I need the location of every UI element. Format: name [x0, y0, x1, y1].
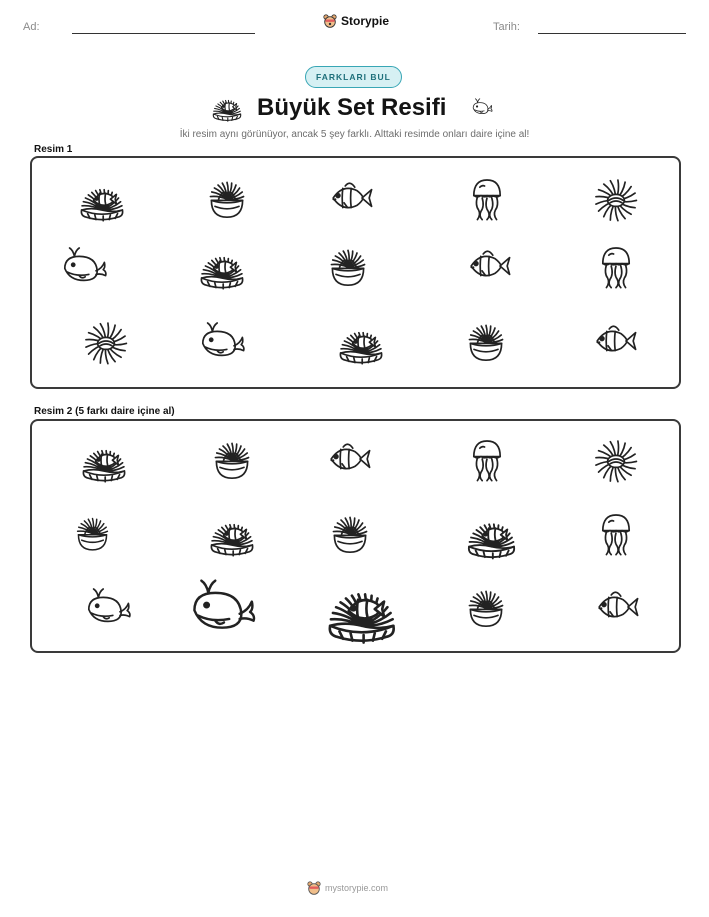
- page-title: Büyük Set Resifi: [257, 94, 447, 121]
- anemone-bowl-icon[interactable]: [70, 511, 115, 554]
- instructions: İki resim aynı görünüyor, ancak 5 şey farklı. Alttaki resimde onları daire içine al!: [179, 129, 530, 140]
- whale-icon[interactable]: [197, 317, 247, 365]
- jellyfish-icon[interactable]: [462, 435, 512, 483]
- storypie-bear-icon: [307, 881, 321, 895]
- date-label: Tarih:: [493, 21, 520, 33]
- footer: [307, 881, 388, 895]
- date-line[interactable]: [538, 33, 686, 34]
- jellyfish-icon[interactable]: [591, 509, 641, 557]
- anemone-bowl-icon[interactable]: [207, 435, 257, 483]
- clownfish-anemone-icon[interactable]: [207, 509, 257, 557]
- fish-icon[interactable]: [325, 174, 375, 222]
- find-differences-badge: FARKLARI BUL: [305, 66, 402, 88]
- jellyfish-icon[interactable]: [462, 174, 512, 222]
- anemone-bowl-icon[interactable]: [325, 509, 375, 557]
- anemone-icon[interactable]: [591, 435, 641, 483]
- brand-name: Storypie: [341, 14, 390, 28]
- anemone-bowl-icon[interactable]: [323, 242, 373, 290]
- anemone-bowl-icon[interactable]: [461, 583, 511, 631]
- whale-icon[interactable]: [59, 242, 109, 290]
- storypie-bear-icon: [323, 14, 337, 28]
- anemone-bowl-icon[interactable]: [202, 174, 252, 222]
- clownfish-anemone-icon[interactable]: [77, 174, 127, 222]
- clownfish-anemone-icon[interactable]: [336, 317, 386, 365]
- fish-icon[interactable]: [591, 583, 641, 631]
- fish-icon[interactable]: [589, 317, 639, 365]
- whale-title-icon: [466, 96, 498, 123]
- clownfish-anemone-icon[interactable]: [464, 507, 519, 560]
- name-line[interactable]: [72, 33, 255, 34]
- clownfish-anemone-icon[interactable]: [197, 242, 247, 290]
- anemone-bowl-icon[interactable]: [461, 317, 511, 365]
- fish-icon[interactable]: [323, 435, 373, 483]
- whale-icon[interactable]: [83, 583, 133, 631]
- anemone-icon[interactable]: [591, 174, 641, 222]
- panel2-label: Resim 2 (5 farkı daire içine al): [34, 406, 175, 417]
- anemone-icon[interactable]: [81, 317, 131, 365]
- jellyfish-icon[interactable]: [591, 242, 641, 290]
- clownfish-anemone-icon[interactable]: [79, 435, 129, 483]
- brand-logo: [323, 14, 389, 28]
- whale-icon[interactable]: [186, 572, 259, 642]
- picture-1-panel: [30, 156, 681, 389]
- footer-url: mystorypie.com: [325, 883, 389, 893]
- name-label: Ad:: [23, 21, 40, 33]
- clownfish-anemone-icon[interactable]: [323, 570, 401, 644]
- fish-icon[interactable]: [463, 242, 513, 290]
- clownfish-anemone-title-icon: [210, 90, 244, 127]
- panel1-label: Resim 1: [34, 144, 73, 155]
- picture-2-panel[interactable]: [30, 419, 681, 653]
